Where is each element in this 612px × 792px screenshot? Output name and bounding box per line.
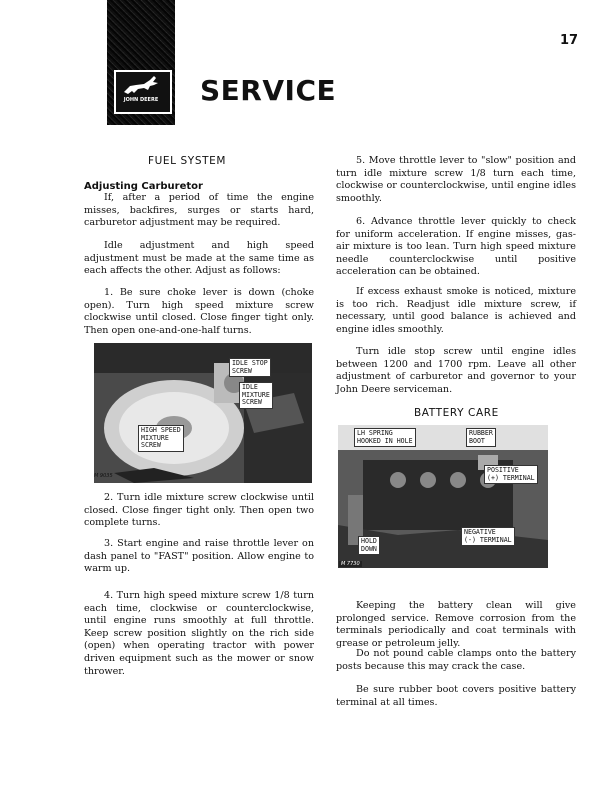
paragraph: If excess exhaust smoke is noticed, mixture is too rich. Readjust idle mixture screw, if necessary, until good balance is achieved and engine idles smoothly. bbox=[336, 286, 576, 335]
paragraph: 5. Move throttle lever to "slow" position and turn idle mixture screw 1/8 turn each time, clockwise or counterclockwise, until engine idles smoothly. bbox=[336, 155, 576, 204]
callout-idle-stop-screw: IDLE STOP SCREW bbox=[229, 358, 271, 377]
callout-high-speed-mixture-screw: HIGH SPEED MIXTURE SCREW bbox=[138, 425, 184, 452]
paragraph: Do not pound cable clamps onto the battery posts because this may crack the case. bbox=[336, 648, 576, 672]
callout-hold-down: HOLD DOWN bbox=[358, 536, 380, 555]
paragraph: If, after a period of time the engine misses, backfires, surges or starts hard, carburetor adjustment may be required. bbox=[84, 192, 314, 229]
paragraph: Idle adjustment and high speed adjustment must be made at the same time as each affects the other. Adjust as follows: bbox=[84, 240, 314, 277]
callout-positive-terminal: POSITIVE (+) TERMINAL bbox=[484, 465, 538, 484]
carburetor-image bbox=[94, 343, 312, 483]
paragraph: Turn idle stop screw until engine idles between 1200 and 1700 rpm. Leave all other adjustment of carburetor and governor to your John Deere serviceman. bbox=[336, 346, 576, 395]
paragraph: Keeping the battery clean will give prolonged service. Remove corrosion from the terminals periodically and coat terminals with grease or petroleum jelly. bbox=[336, 600, 576, 649]
figure-number: M 7730 bbox=[341, 561, 360, 567]
callout-lh-spring: LH SPRING HOOKED IN HOLE bbox=[354, 428, 416, 447]
paragraph: 6. Advance throttle lever quickly to check for uniform acceleration. If engine misses, gas-air mixture is too lean. Turn high speed mixture needle counterclockwise until positive acceleration can be obtained. bbox=[336, 216, 576, 278]
paragraph: 1. Be sure choke lever is down (choke open). Turn high speed mixture screw clockwise until closed. Close finger tight only. Then open one-and-one-half turns. bbox=[84, 287, 314, 336]
paragraph: 2. Turn idle mixture screw clockwise until closed. Close finger tight only. Then open two complete turns. bbox=[84, 492, 314, 529]
paragraph: 3. Start engine and raise throttle lever on dash panel to "FAST" position. Allow engine to warm up. bbox=[84, 538, 314, 575]
callout-negative-terminal: NEGATIVE (-) TERMINAL bbox=[461, 527, 515, 546]
page-title: SERVICE bbox=[200, 74, 337, 107]
subheading-adjusting-carburetor: Adjusting Carburetor bbox=[84, 181, 203, 192]
carburetor-photo bbox=[94, 343, 312, 483]
figure-number: M 9035 bbox=[94, 473, 113, 479]
callout-rubber-boot: RUBBER BOOT bbox=[466, 428, 496, 447]
callout-idle-mixture-screw: IDLE MIXTURE SCREW bbox=[239, 382, 273, 409]
logo-text: JOHN DEERE bbox=[123, 97, 159, 103]
paragraph: 4. Turn high speed mixture screw 1/8 turn each time, clockwise or counterclockwise, until engine runs smoothly at full throttle. Keep screw position slightly on the rich side (open) when operating tractor with power driven equipment such as the mower or snow thrower. bbox=[84, 590, 314, 677]
section-heading-fuel-system: FUEL SYSTEM bbox=[148, 155, 226, 167]
paragraph: Be sure rubber boot covers positive battery terminal at all times. bbox=[336, 684, 576, 708]
section-heading-battery-care: BATTERY CARE bbox=[414, 407, 499, 419]
deer-icon bbox=[118, 74, 164, 98]
page-number: 17 bbox=[560, 33, 579, 48]
